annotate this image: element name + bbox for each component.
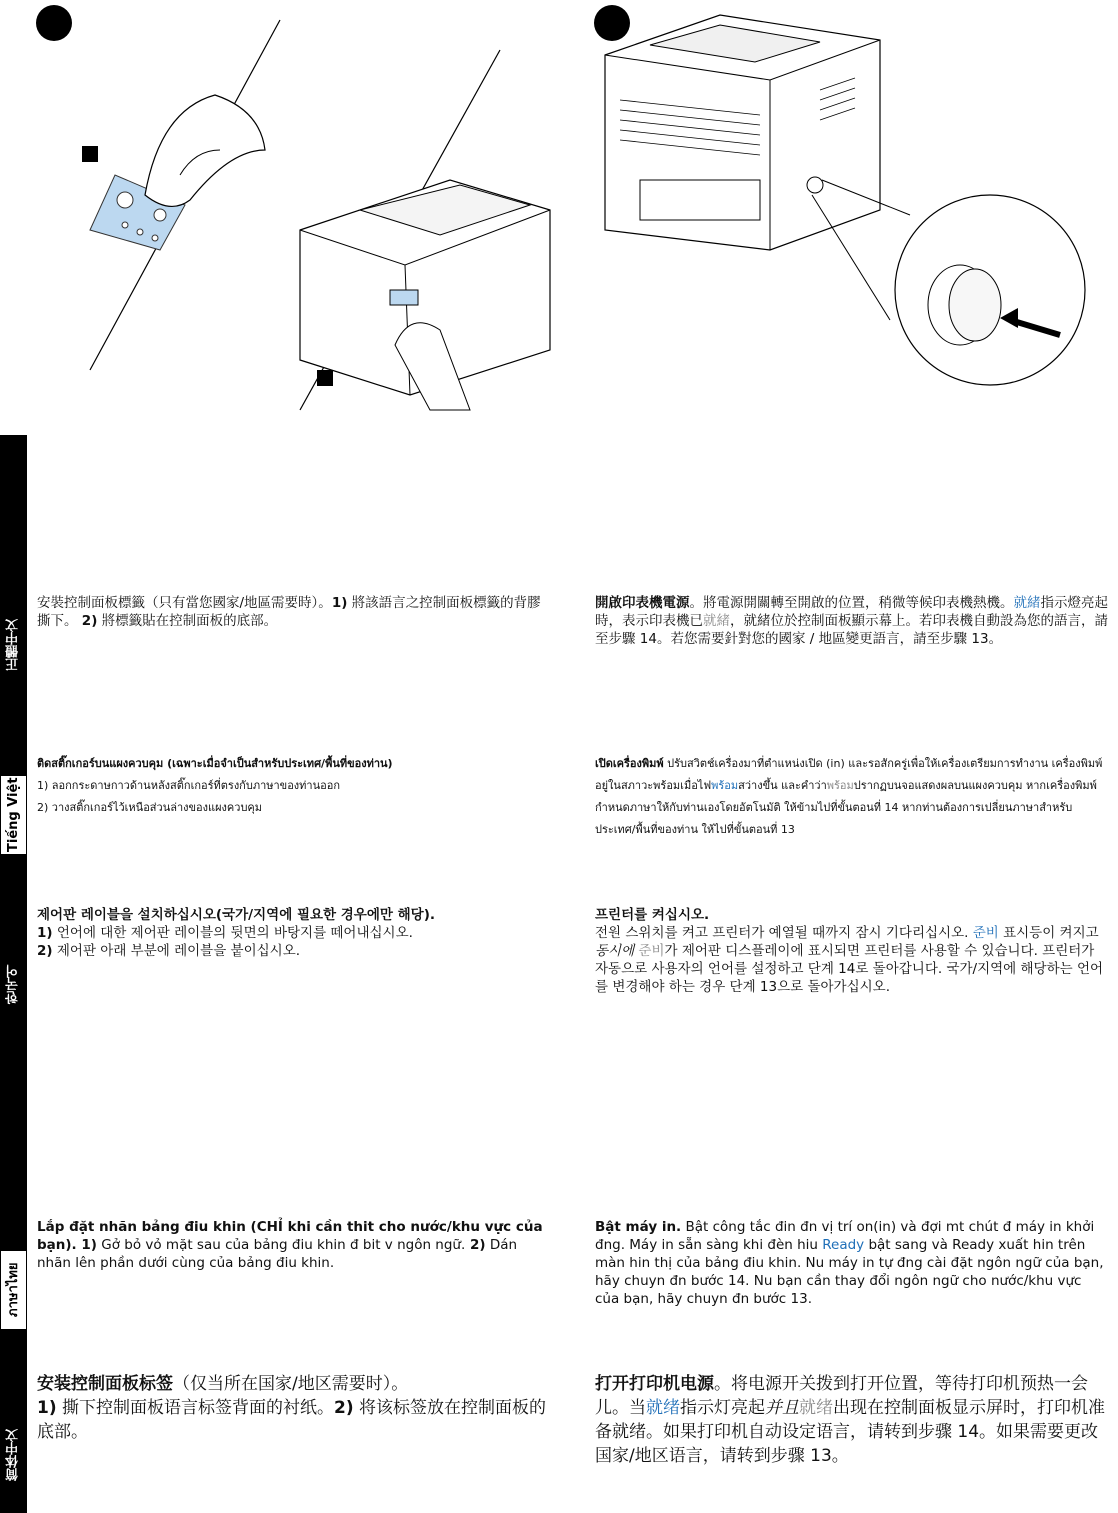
tab-thai: ภาษาไทย — [0, 1250, 27, 1330]
vietnamese-left-text: Lắp đặt nhãn bảng điu khin (CHỈ khi cần thit cho nước/khu vực của bạn). 1) Gở bỏ vỏ mặt sau của bảng điu khin đ bit v ngôn ngữ. 2) Dán nhãn lên phần dưới cùng của bảng điu khin. — [37, 1219, 543, 1271]
korean-left-text: 제어판 레이블을 설치하십시오(국가/지역에 필요한 경우에만 해당). 1) 언어에 대한 제어판 레이블의 뒷면의 바탕지를 떼어내십시오. 2) 제어판 아래 부분에 레이블을 붙이십시오. — [37, 907, 436, 959]
tab-simplified-chinese: 简体中文 — [6, 1429, 21, 1481]
callout-marker-b — [317, 370, 333, 386]
thai-right-text: เปิดเครื่องพิมพ์ ปรับสวิตช์เครื่องมาที่ตำแหน่งเปิด (in) และรอสักครู่เพื่อให้เครื่องเตรียมการทำงาน เครื่องพิมพ์อยู่ในสภาวะพร้อมเมื่อไฟพร้อมสว่างขึ้น และคำว่าพร้อมปรากฏบนจอแสดงผลบนแผงควบคุม หากเครื่องพิมพ์กำหนดภาษาให้กับท่านเองโดยอัตโนมัติ ให้ข้ามไปที่ขั้นตอนที่ 14 หากท่านต้องการเปลี่ยนภาษาสำหรับประเทศ/พื้นที่ของท่าน ให้ไปที่ขั้นตอนที่ 13 — [595, 757, 1103, 836]
vietnamese-right-text: Bật máy in. Bật công tắc đin đn vị trí on(in) và đợi mt chút đ máy in khởi đng. Máy in sẵn sàng khi đèn hiu Ready bật sang và Ready xuất hin trên màn hin thị của bảng điu khin. Nu máy in tự đng cài đặt ngôn ngữ của bạn, hãy chuyn đn bước 14. Nu bạn cần thay đổi ngôn ngữ cho nước/khu vực của bạn, hãy chuyn đn bước 13. — [595, 1219, 1104, 1307]
trad-chinese-left-text: 安裝控制面板標籤（只有當您國家/地區需要時）。1) 將該語言之控制面板標籤的背膠撕下。 2) 將標籤貼在控制面板的底部。 — [37, 595, 541, 629]
tab-traditional-chinese: 正體中文 — [6, 619, 21, 671]
simp-chinese-right-text: 打开打印机电源。将电源开关拨到打开位置，等待打印机预热一会儿。当就绪指示灯亮起并且就绪出现在控制面板显示屏时，打印机准备就绪。如果打印机自动设定语言，请转到步骤 14。如果需要更改国家/地区语言，请转到步骤 13。 — [595, 1374, 1105, 1466]
tab-vietnamese: Tiếng Việt — [0, 775, 27, 855]
thai-left-text: ติดสติ๊กเกอร์บนแผงควบคุม (เฉพาะเมื่อจำเป็นสำหรับประเทศ/พื้นที่ของท่าน) 1) ลอกกระดาษกาวด้านหลังสติ๊กเกอร์ที่ตรงกับภาษาของท่านออก 2) วางสติ๊กเกอร์ไว้เหนือส่วนล่างของแผงควบคุม — [37, 757, 393, 814]
control-panel-label-illustration — [30, 0, 560, 420]
callout-marker-a — [82, 146, 98, 162]
simp-chinese-left-text: 安装控制面板标签（仅当所在国家/地区需要时）。 1) 撕下控制面板语言标签背面的衬纸。2) 将该标签放在控制面板的底部。 — [37, 1374, 547, 1442]
trad-chinese-right-text: 開啟印表機電源。將電源開關轉至開啟的位置，稍微等候印表機熱機。就緒指示燈亮起時，表示印表機已就緒，就緒位於控制面板顯示幕上。若印表機自動設為您的語言，請至步驟 14。若您需要針對您的國家 / 地區變更語言，請至步驟 13。 — [595, 595, 1108, 647]
tab-korean: 한국어 — [6, 965, 21, 1005]
language-tab-strip — [0, 435, 27, 1513]
korean-right-text: 프린터를 켜십시오. 전원 스위치를 켜고 프린터가 예열될 때까지 잠시 기다리십시오. 준비 표시등이 켜지고 동시에 준비가 제어판 디스플레이에 표시되면 프린터를 사용할 수 있습니다. 프린터가 자동으로 사용자의 언어를 설정하고 단계 14로 돌아갑니다. 국가/지역에 해당하는 언어를 변경해야 하는 경우 단계 13으로 돌아가십시오. — [595, 907, 1104, 995]
printer-power-illustration — [590, 0, 1110, 420]
